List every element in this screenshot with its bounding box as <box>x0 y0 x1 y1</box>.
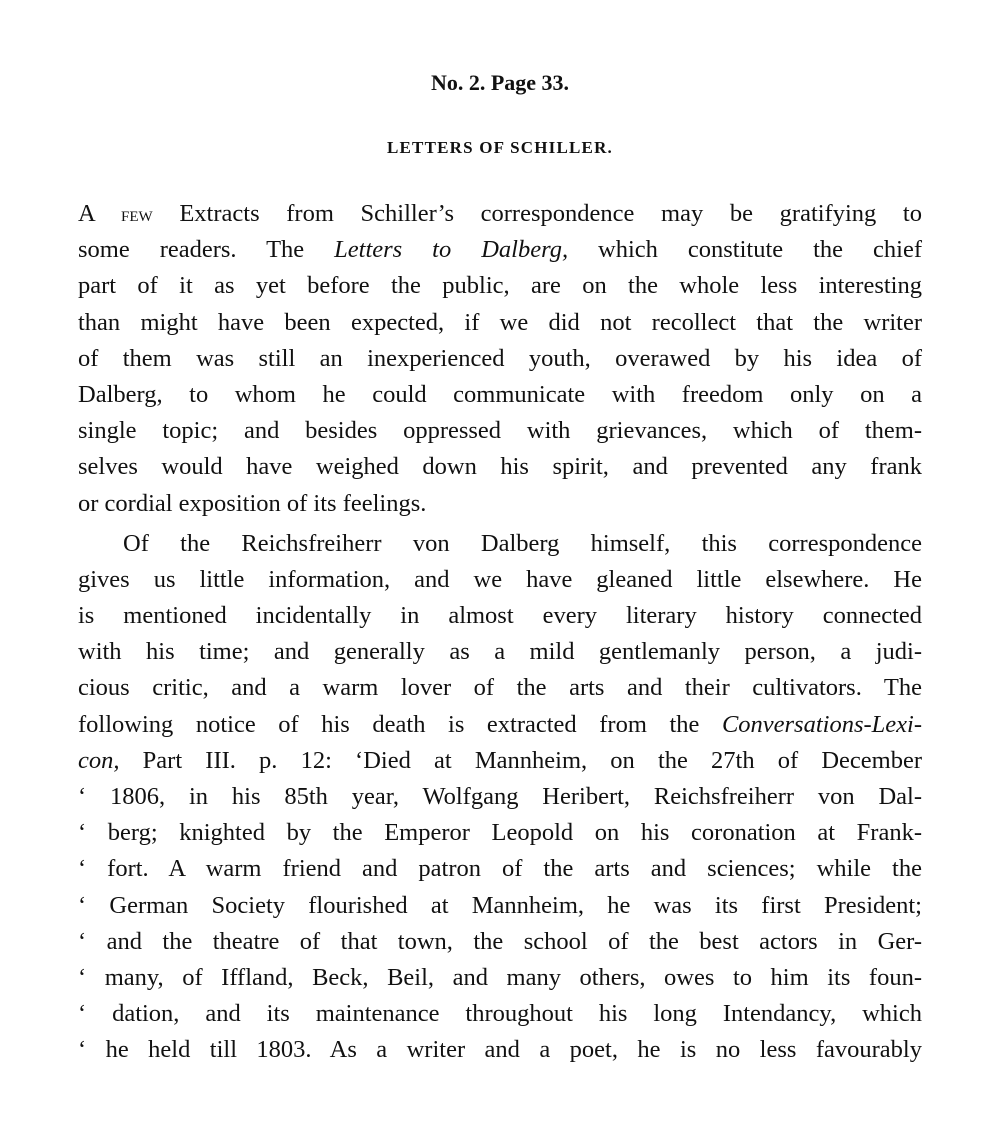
text-line <box>78 960 922 996</box>
text-segment: ‘ many, of Iffland, Beck, Beil, and many others, owes to him its foun- <box>78 963 922 991</box>
text-segment: ‘ fort. A warm friend and patron of the arts and sciences; while the <box>78 855 922 883</box>
text-segment: Of the Reichsfreiherr von Dalberg himself, this correspondence <box>123 529 922 557</box>
text-segment: ‘ he held till 1803. As a writer and a poet, he is no less favourably <box>78 1036 922 1064</box>
page-reference: No. 2. Page 33. <box>430 70 570 95</box>
text-segment: A <box>78 200 121 227</box>
text-line <box>78 1032 922 1068</box>
text-segment: which constitute the chief <box>568 236 922 264</box>
article-body <box>78 196 922 1069</box>
text-line <box>78 196 922 232</box>
text-line <box>78 707 922 743</box>
article-title: LETTERS OF SCHILLER. <box>386 138 614 157</box>
text-line <box>78 268 922 304</box>
text-line <box>78 341 922 377</box>
text-segment: ‘ dation, and its maintenance throughout his long Intendancy, which <box>78 1000 922 1028</box>
text-line <box>78 815 922 851</box>
text-segment: Extracts from Schiller’s correspondence may be gratifying to <box>152 200 922 227</box>
text-line <box>78 851 922 887</box>
text-line <box>78 924 922 960</box>
text-line <box>78 743 922 779</box>
text-segment: part of it as yet before the public, are on the whole less interesting <box>78 272 922 300</box>
text-segment: gives us little information, and we have gleaned little elsewhere. He <box>78 565 922 593</box>
text-line <box>78 996 922 1032</box>
text-segment: ‘ 1806, in his 85th year, Wolfgang Heribert, Reichsfreiherr von Dal- <box>78 783 922 810</box>
text-line <box>78 413 922 449</box>
text-line <box>78 232 922 268</box>
text-segment: ‘ berg; knighted by the Emperor Leopold on his coronation at Frank- <box>78 819 922 847</box>
text-line <box>78 670 922 706</box>
italic-text: con, <box>78 746 120 774</box>
italic-text: Conversations-Lexi- <box>721 710 922 738</box>
text-segment: single topic; and besides oppressed with grievances, which of them- <box>78 417 922 445</box>
text-segment: cious critic, and a warm lover of the arts and their cultivators. The <box>78 674 922 702</box>
text-segment: selves would have weighed down his spirit, and prevented any frank <box>78 453 922 481</box>
text-segment: of them was still an inexperienced youth, overawed by his idea of <box>78 344 922 372</box>
text-segment: ‘ and the theatre of that town, the school of the best actors in Ger- <box>78 927 922 955</box>
text-line <box>78 449 922 485</box>
text-segment: Dalberg, to whom he could communicate with freedom only on a <box>78 380 922 408</box>
text-line <box>78 598 922 634</box>
text-line <box>78 377 922 413</box>
text-segment: than might have been expected, if we did not recollect that the writer <box>78 308 922 336</box>
text-line <box>78 305 922 341</box>
text-line <box>78 779 922 815</box>
text-segment: or cordial exposition of its feelings. <box>78 489 427 517</box>
text-line <box>78 486 922 522</box>
text-segment: following notice of his death is extracted from the <box>78 710 722 738</box>
text-segment: few <box>121 202 153 226</box>
text-segment: Part III. p. 12: ‘Died at Mannheim, on the 27th of December <box>119 746 922 774</box>
text-line <box>78 562 922 598</box>
text-line <box>78 634 922 670</box>
italic-text: Letters to Dalberg, <box>334 236 569 264</box>
text-line <box>78 526 922 562</box>
text-segment: some readers. The <box>78 236 335 264</box>
text-segment: with his time; and generally as a mild gentlemanly person, a judi- <box>78 638 922 666</box>
text-segment: is mentioned incidentally in almost every literary history connected <box>78 602 922 630</box>
text-segment: ‘ German Society flourished at Mannheim, he was its first President; <box>78 891 922 919</box>
text-line <box>78 888 922 924</box>
